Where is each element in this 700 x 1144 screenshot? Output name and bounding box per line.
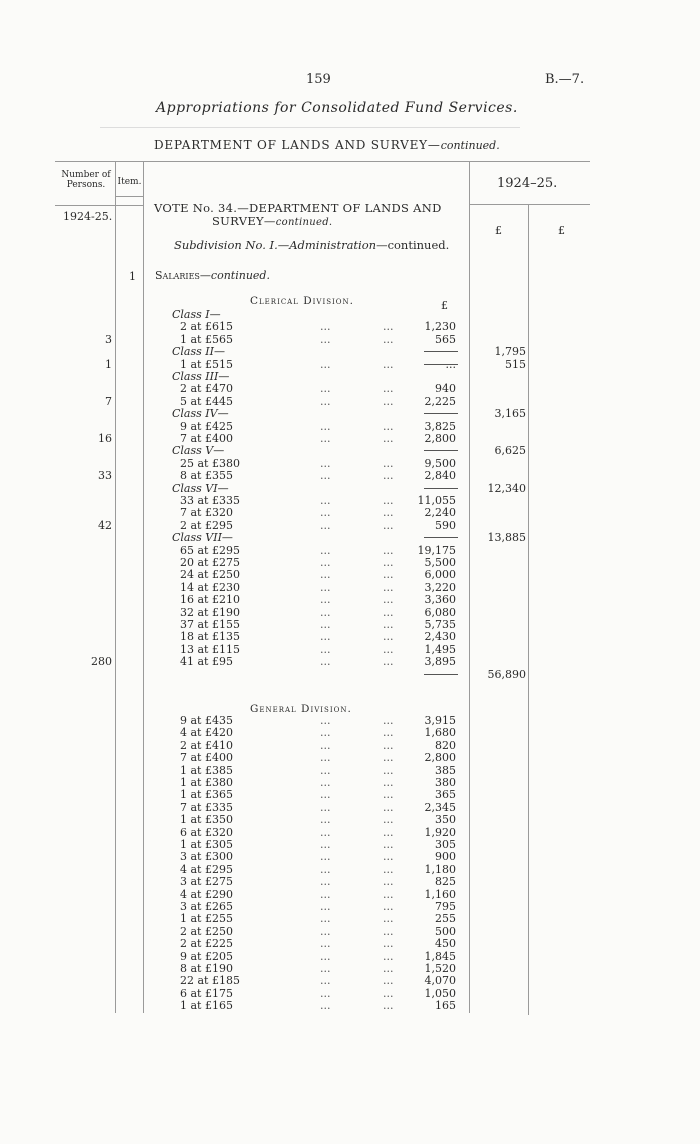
table-row: [0, 557, 700, 569]
amount: 4,070: [424, 974, 456, 988]
dot-leader: ...: [383, 838, 394, 851]
dot-leader: ...: [320, 518, 331, 532]
class-label: Class VII—: [172, 531, 233, 545]
table-row: [0, 582, 700, 594]
table-row: [0, 876, 700, 888]
salary-line-label: 9 at £205: [180, 949, 233, 963]
dot-leader: ...: [383, 394, 394, 408]
dot-leader: ...: [383, 900, 394, 913]
class-label: Class II—: [172, 345, 225, 359]
dot-leader: ...: [383, 543, 394, 557]
dot-leader: ...: [383, 763, 394, 777]
table-row: [0, 545, 700, 557]
table-row: [0, 619, 700, 631]
dot-leader: ...: [383, 937, 394, 951]
dot-leader: ...: [320, 949, 331, 963]
subtotal: 13,885: [487, 531, 526, 545]
table-row: [0, 569, 700, 581]
year-left-header: 1924-25.: [63, 210, 113, 223]
table-row: [0, 901, 700, 913]
salary-line-label: 1 at £385: [180, 763, 233, 777]
dot-leader: ...: [320, 962, 331, 975]
salary-line-label: 1 at £380: [180, 776, 233, 789]
table-row: [0, 777, 700, 789]
amount: 795: [435, 900, 456, 913]
dot-leader: ...: [320, 751, 331, 765]
table-row: [0, 740, 700, 752]
table-row: [0, 669, 700, 681]
dot-leader: ...: [383, 494, 394, 507]
dot-leader: ...: [383, 456, 394, 470]
dot-leader: ...: [320, 912, 331, 926]
amount: 500: [435, 924, 456, 938]
table-row: [0, 346, 700, 358]
dot-leader: ...: [320, 655, 331, 669]
salary-line-label: 1 at £365: [180, 788, 233, 802]
amount: 5,500: [424, 556, 456, 569]
amount: 2,800: [424, 432, 456, 445]
sum-rule: [424, 488, 458, 489]
salary-line-label: 18 at £135: [180, 630, 240, 644]
dot-leader: ...: [383, 986, 394, 1000]
table-row: [0, 445, 700, 457]
table-row: [0, 938, 700, 950]
amount: 5,735: [424, 618, 456, 631]
dot-leader: ...: [383, 506, 394, 520]
amount: 450: [435, 937, 456, 951]
salary-line-label: 6 at £320: [180, 825, 233, 839]
amount: 1,520: [424, 962, 456, 975]
salary-line-label: 20 at £275: [180, 556, 240, 569]
salary-line-label: 16 at £210: [180, 593, 240, 607]
persons-count: 16: [98, 432, 112, 445]
table-row: [0, 408, 700, 420]
table-row: [0, 975, 700, 987]
dot-leader: ...: [320, 382, 331, 396]
vote-heading: VOTE No. 34.—DEPARTMENT OF LANDS AND SURVEY—continued.: [154, 201, 442, 228]
salary-line-label: 1 at £565: [180, 332, 233, 346]
dot-leader: ...: [320, 838, 331, 851]
dot-leader: ...: [383, 332, 394, 346]
clerical-division-heading: Clerical Division.: [250, 295, 354, 307]
salary-line-label: 65 at £295: [180, 543, 240, 557]
salary-line-label: 2 at £615: [180, 320, 233, 334]
table-row: [0, 839, 700, 851]
amount: 3,220: [424, 580, 456, 594]
table-row: [0, 715, 700, 727]
dot-leader: ...: [320, 456, 331, 470]
dot-leader: ...: [320, 813, 331, 827]
amount: 825: [435, 875, 456, 889]
table-row: [0, 383, 700, 395]
dot-leader: ...: [320, 800, 331, 814]
amount: 3,360: [424, 593, 456, 607]
dot-leader: ...: [320, 887, 331, 901]
table-row: [0, 951, 700, 963]
sum-rule: [424, 413, 458, 414]
dot-leader: ...: [383, 419, 394, 433]
amount: 820: [435, 738, 456, 752]
item-header-rule: [115, 196, 143, 197]
dot-leader: ...: [383, 813, 394, 827]
general-division-heading: General Division.: [250, 703, 352, 715]
table-row: [0, 864, 700, 876]
table-row: [0, 594, 700, 606]
salary-line-label: 2 at £295: [180, 518, 233, 532]
table-row: [0, 727, 700, 739]
dot-leader: ...: [383, 862, 394, 876]
dot-leader: ...: [320, 556, 331, 569]
amount: 6,000: [424, 568, 456, 582]
amount: 1,680: [424, 726, 456, 740]
amount: 1,230: [424, 320, 456, 334]
table-row: [0, 433, 700, 445]
dot-leader: ...: [320, 320, 331, 334]
dot-leader: ...: [320, 900, 331, 913]
dot-leader: ...: [383, 568, 394, 582]
dot-leader: ...: [383, 850, 394, 864]
persons-count: 280: [91, 655, 112, 669]
sum-rule: [424, 674, 458, 675]
amount: 2,840: [424, 469, 456, 483]
table-row: [0, 607, 700, 619]
subdivision-heading: Subdivision No. I.—Administration—continued.: [174, 238, 450, 252]
dot-leader: ...: [383, 432, 394, 445]
salary-line-label: 4 at £420: [180, 726, 233, 740]
table-row: [0, 814, 700, 826]
amount: [446, 359, 457, 371]
salary-line-label: 2 at £410: [180, 738, 233, 752]
table-row: [0, 458, 700, 470]
table-top-rule: [55, 161, 590, 162]
salary-line-label: 4 at £290: [180, 887, 233, 901]
amount: 385: [435, 763, 456, 777]
pound-column-1: £: [495, 224, 502, 237]
salary-line-label: 25 at £380: [180, 456, 240, 470]
table-row: [0, 321, 700, 333]
dot-leader: ...: [320, 618, 331, 631]
dot-leader: ...: [320, 924, 331, 938]
dot-leader: ...: [383, 605, 394, 619]
salary-line-label: 2 at £250: [180, 924, 233, 938]
table-row: [0, 495, 700, 507]
dot-leader: ...: [320, 850, 331, 864]
table-row: [0, 765, 700, 777]
salary-line-label: 7 at £335: [180, 800, 233, 814]
sum-rule: [424, 351, 458, 352]
amount: 9,500: [424, 456, 456, 470]
dot-leader: ...: [320, 432, 331, 445]
dot-leader: ...: [320, 825, 331, 839]
table-row: [0, 483, 700, 495]
amount: 2,225: [424, 394, 456, 408]
department-heading: DEPARTMENT OF LANDS AND SURVEY—continued.: [154, 138, 500, 152]
salary-line-label: 1 at £515: [180, 357, 233, 371]
salary-line-label: 2 at £470: [180, 382, 233, 396]
dot-leader: ...: [383, 776, 394, 789]
table-row: [0, 520, 700, 532]
dot-leader: ...: [383, 962, 394, 975]
dot-leader: ...: [320, 568, 331, 582]
salary-line-label: 13 at £115: [180, 642, 240, 656]
table-row: [0, 396, 700, 408]
pound-column-inner: £: [441, 299, 448, 312]
salary-line-label: 3 at £275: [180, 875, 233, 889]
salary-line-label: 1 at £255: [180, 912, 233, 926]
table-row: [0, 644, 700, 656]
dot-leader: ...: [320, 776, 331, 789]
dot-leader: ...: [383, 655, 394, 669]
class-label: Class V—: [172, 444, 225, 458]
dot-leader: ...: [320, 937, 331, 951]
amount: 3,825: [424, 419, 456, 433]
item-number: 1: [129, 270, 136, 283]
amount: 565: [435, 332, 456, 346]
table-row: [0, 889, 700, 901]
dot-leader: ...: [383, 593, 394, 607]
salary-line-label: 4 at £295: [180, 862, 233, 876]
dot-leader: ...: [383, 518, 394, 532]
dot-leader: ...: [383, 912, 394, 926]
dot-leader: ...: [320, 862, 331, 876]
amount: 590: [435, 518, 456, 532]
item-header: Item.: [117, 177, 142, 187]
subtotal: 56,890: [487, 667, 526, 681]
salary-line-label: 22 at £185: [180, 974, 240, 988]
persons-count: 3: [105, 332, 112, 346]
table-row: [0, 963, 700, 975]
dot-leader: ...: [383, 469, 394, 483]
dot-leader: ...: [320, 630, 331, 644]
dot-leader: ...: [320, 875, 331, 889]
amount: 2,345: [424, 800, 456, 814]
subtotal: 12,340: [487, 481, 526, 495]
table-row: [0, 827, 700, 839]
sum-rule: [424, 450, 458, 451]
amount: 3,915: [424, 714, 456, 727]
dot-leader: ...: [383, 580, 394, 594]
salary-line-label: 2 at £225: [180, 937, 233, 951]
dot-leader: ...: [383, 726, 394, 740]
table-row: [0, 359, 700, 371]
table-row: [0, 789, 700, 801]
amount: 350: [435, 813, 456, 827]
amount: 19,175: [417, 543, 456, 557]
salary-line-label: 8 at £190: [180, 962, 233, 975]
persons-count: 33: [98, 469, 112, 483]
dot-leader: ...: [383, 618, 394, 631]
year-right-header: 1924–25.: [497, 176, 558, 191]
page-subtitle: Appropriations for Consolidated Fund Services.: [156, 100, 518, 116]
table-row: [0, 309, 700, 321]
amount: 1,180: [424, 862, 456, 876]
salary-line-label: 33 at £335: [180, 494, 240, 507]
amount: 1,050: [424, 986, 456, 1000]
salary-line-label: 1 at £305: [180, 838, 233, 851]
salary-line-label: 7 at £400: [180, 751, 233, 765]
salary-line-label: 1 at £165: [180, 999, 233, 1013]
dot-leader: ...: [320, 494, 331, 507]
table-row: [0, 851, 700, 863]
dot-leader: ...: [320, 788, 331, 802]
dot-leader: ...: [383, 999, 394, 1013]
sum-rule: [424, 364, 458, 365]
salary-line-label: 9 at £435: [180, 714, 233, 727]
persons-count: 7: [105, 394, 112, 408]
dot-leader: ...: [320, 469, 331, 483]
salary-line-label: 41 at £95: [180, 655, 233, 669]
class-label: Class IV—: [172, 407, 229, 421]
salary-line-label: 7 at £320: [180, 506, 233, 520]
dot-leader: ...: [320, 394, 331, 408]
dot-leader: ...: [320, 605, 331, 619]
dot-leader: ...: [320, 738, 331, 752]
dot-leader: ...: [320, 714, 331, 727]
subtotal: 6,625: [494, 444, 526, 458]
amount: 255: [435, 912, 456, 926]
table-row: [0, 802, 700, 814]
dot-leader: ...: [320, 986, 331, 1000]
table-row: [0, 631, 700, 643]
salary-line-label: 5 at £445: [180, 394, 233, 408]
dot-leader: ...: [383, 357, 394, 371]
dot-leader: ...: [383, 642, 394, 656]
sum-rule: [424, 537, 458, 538]
dot-leader: ...: [383, 825, 394, 839]
amount: 2,430: [424, 630, 456, 644]
salary-line-label: 9 at £425: [180, 419, 233, 433]
table-row: [0, 988, 700, 1000]
dot-leader: ...: [320, 580, 331, 594]
salary-line-label: 32 at £190: [180, 605, 240, 619]
salary-line-label: 1 at £350: [180, 813, 233, 827]
dot-leader: ...: [383, 949, 394, 963]
dot-leader: ...: [383, 788, 394, 802]
amount: 380: [435, 776, 456, 789]
amount: 900: [435, 850, 456, 864]
table-row: [0, 470, 700, 482]
class-label: Class III—: [172, 370, 230, 383]
dot-leader: ...: [320, 726, 331, 740]
table-row: [0, 1000, 700, 1012]
table-row: [0, 926, 700, 938]
salary-line-label: 6 at £175: [180, 986, 233, 1000]
subtotal: 515: [505, 357, 526, 371]
dot-leader: ...: [320, 999, 331, 1013]
dot-leader: ...: [383, 320, 394, 334]
dot-leader: ...: [383, 382, 394, 396]
persons-count: 42: [98, 518, 112, 532]
dot-leader: ...: [320, 357, 331, 371]
salary-line-label: 7 at £400: [180, 432, 233, 445]
salary-line-label: 8 at £355: [180, 469, 233, 483]
pound-column-2: £: [558, 224, 565, 237]
amount: 1,920: [424, 825, 456, 839]
table-row: [0, 507, 700, 519]
dot-leader: ...: [320, 543, 331, 557]
dot-leader: ...: [383, 738, 394, 752]
class-label: Class VI—: [172, 481, 229, 495]
amount: 1,845: [424, 949, 456, 963]
amount: 2,240: [424, 506, 456, 520]
amount: 365: [435, 788, 456, 802]
salary-line-label: 3 at £265: [180, 900, 233, 913]
amount: 3,895: [424, 655, 456, 669]
amount: 6,080: [424, 605, 456, 619]
subtotal: 1,795: [494, 345, 526, 359]
dot-leader: ...: [320, 593, 331, 607]
dot-leader: ...: [320, 763, 331, 777]
dot-leader: ...: [320, 332, 331, 346]
amount: 165: [435, 999, 456, 1013]
dot-leader: ...: [383, 875, 394, 889]
amount: 940: [435, 382, 456, 396]
dot-leader: ...: [320, 642, 331, 656]
salary-line-label: 24 at £250: [180, 568, 240, 582]
dot-leader: ...: [383, 800, 394, 814]
persons-count: 1: [105, 357, 112, 371]
table-row: [0, 656, 700, 668]
amount: 1,495: [424, 642, 456, 656]
dot-leader: ...: [320, 506, 331, 520]
header-bottom-rule: [55, 205, 143, 206]
number-of-persons-header: Number of Persons.: [61, 170, 111, 190]
table-row: [0, 913, 700, 925]
year-header-rule: [469, 204, 590, 205]
amount: 1,160: [424, 887, 456, 901]
salaries-heading: Salaries—continued.: [155, 269, 270, 282]
dot-leader: ...: [383, 887, 394, 901]
dot-leader: ...: [383, 751, 394, 765]
amount: 2,800: [424, 751, 456, 765]
amount: 305: [435, 838, 456, 851]
table-row: [0, 752, 700, 764]
class-label: Class I—: [172, 308, 221, 321]
dot-leader: ...: [383, 714, 394, 727]
table-row: [0, 532, 700, 544]
table-row: [0, 334, 700, 346]
salary-line-label: 3 at £300: [180, 850, 233, 864]
table-row: [0, 371, 700, 383]
dot-leader: ...: [320, 419, 331, 433]
amount: 11,055: [417, 494, 456, 507]
dot-leader: ...: [383, 924, 394, 938]
dot-leader: ...: [383, 630, 394, 644]
subtotal: 3,165: [494, 407, 526, 421]
salary-line-label: 37 at £155: [180, 618, 240, 631]
dot-leader: ...: [383, 974, 394, 988]
header-rule: [100, 127, 520, 128]
document-code: B.—7.: [545, 72, 585, 87]
table-row: [0, 421, 700, 433]
page-number: 159: [306, 72, 331, 87]
dot-leader: ...: [383, 556, 394, 569]
salary-line-label: 14 at £230: [180, 580, 240, 594]
dot-leader: ...: [320, 974, 331, 988]
